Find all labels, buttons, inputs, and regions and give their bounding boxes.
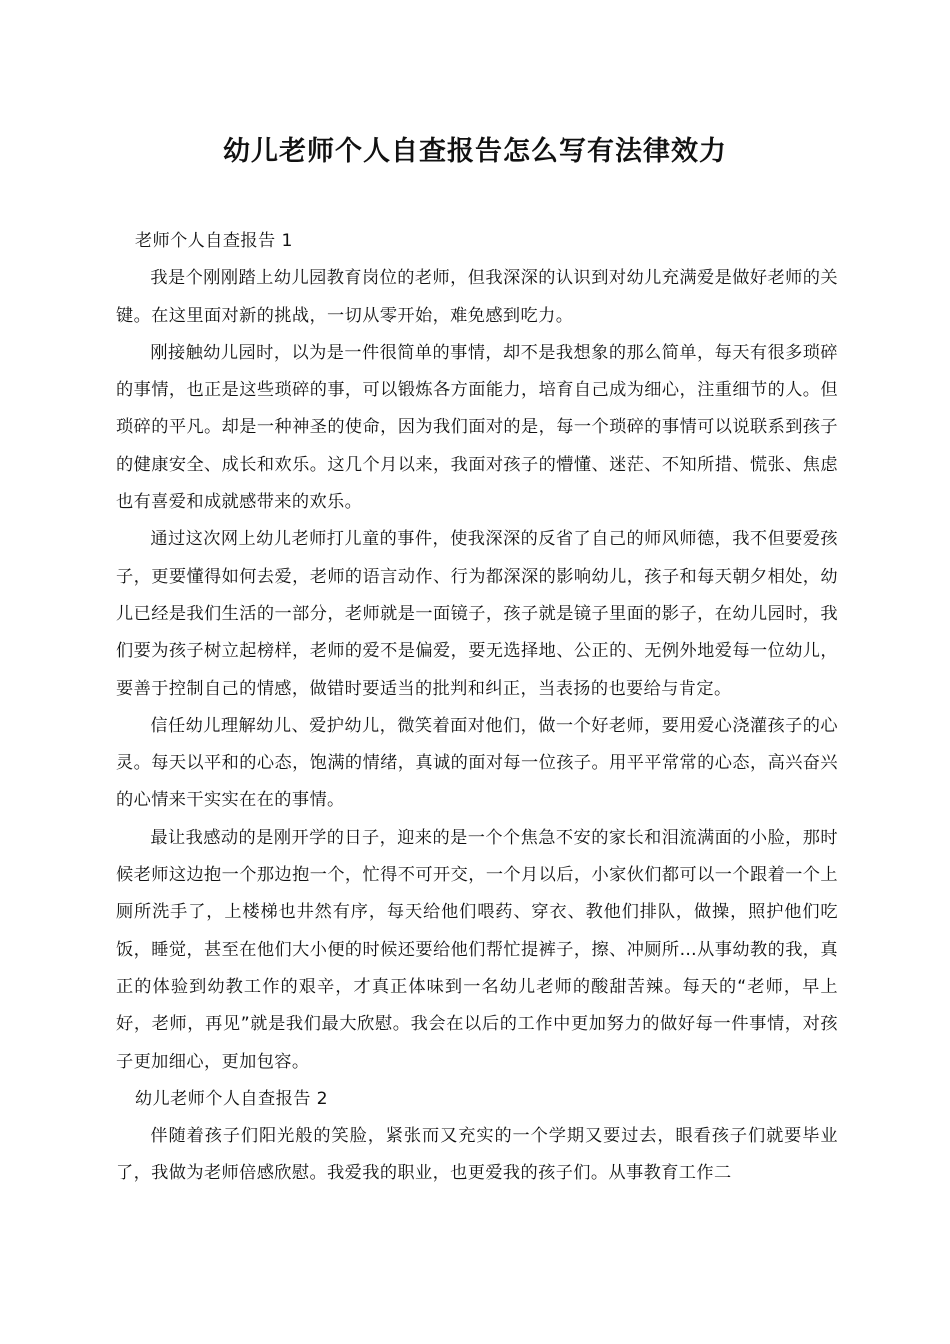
document-title: 幼儿老师个人自查报告怎么写有法律效力	[223, 136, 727, 167]
paragraph-3: 通过这次网上幼儿老师打儿童的事件，使我深深的反省了自己的师风师德，我不但要爱孩子，更要懂得如何去爱，老师的语言动作、行为都深深的影响幼儿，孩子和每天朝夕相处，幼儿已经是我们生活的一部分，老师就是一面镜子，孩子就是镜子里面的影子，在幼儿园时，我们要为孩子树立起榜样，老师的爱不是偏爱，要无选择地、公正的、无例外地爱每一位幼儿，要善于控制自己的情感，做错时要适当的批判和纠正，当表扬的也要给与肯定。	[116, 529, 838, 699]
paragraph-6: 伴随着孩子们阳光般的笑脸，紧张而又充实的一个学期又要过去，眼看孩子们就要毕业了，我做为老师倍感欣慰。我爱我的职业，也更爱我的孩子们。从事教育工作二	[116, 1126, 838, 1184]
paragraph-4: 信任幼儿理解幼儿、爱护幼儿，微笑着面对他们，做一个好老师，要用爱心浇灌孩子的心灵。每天以平和的心态，饱满的情绪，真诚的面对每一位孩子。用平平常常的心态，高兴奋兴的心情来干实实在在的事情。	[116, 715, 838, 811]
document-body	[116, 223, 838, 1193]
section-heading-2: 幼儿老师个人自查报告 2	[134, 1088, 328, 1109]
paragraph-2: 刚接触幼儿园时，以为是一件很简单的事情，却不是我想象的那么简单，每天有很多琐碎的事情，也正是这些琐碎的事，可以锻炼各方面能力，培育自己成为细心，注重细节的人。但琐碎的平凡。却是一种神圣的使命，因为我们面对的是，每一个琐碎的事情可以说联系到孩子的健康安全、成长和欢乐。这几个月以来，我面对孩子的懵懂、迷茫、不知所措、慌张、焦虑也有喜爱和成就感带来的欢乐。	[116, 342, 838, 513]
paragraph-5: 最让我感动的是刚开学的日子，迎来的是一个个焦急不安的家长和泪流满面的小脸，那时候老师这边抱一个那边抱一个，忙得不可开交，一个月以后，小家伙们都可以一个跟着一个上厕所洗手了，上楼梯也井然有序，每天给他们喂药、穿衣、教他们排队，做操，照护他们吃饭，睡觉，甚至在他们大小便的时候还要给他们帮忙提裤子，擦、冲厕所…从事幼教的我，真正的体验到幼教工作的艰辛，才真正体味到一名幼儿老师的酸甜苦辣。每天的“老师，早上好，老师，再见”就是我们最大欣慰。我会在以后的工作中更加努力的做好每一件事情，对孩子更加细心，更加包容。	[116, 827, 838, 1072]
paragraph-1: 我是个刚刚踏上幼儿园教育岗位的老师，但我深深的认识到对幼儿充满爱是做好老师的关键。在这里面对新的挑战，一切从零开始，难免感到吃力。	[116, 268, 838, 326]
section-heading-1: 老师个人自查报告 1	[134, 231, 293, 251]
